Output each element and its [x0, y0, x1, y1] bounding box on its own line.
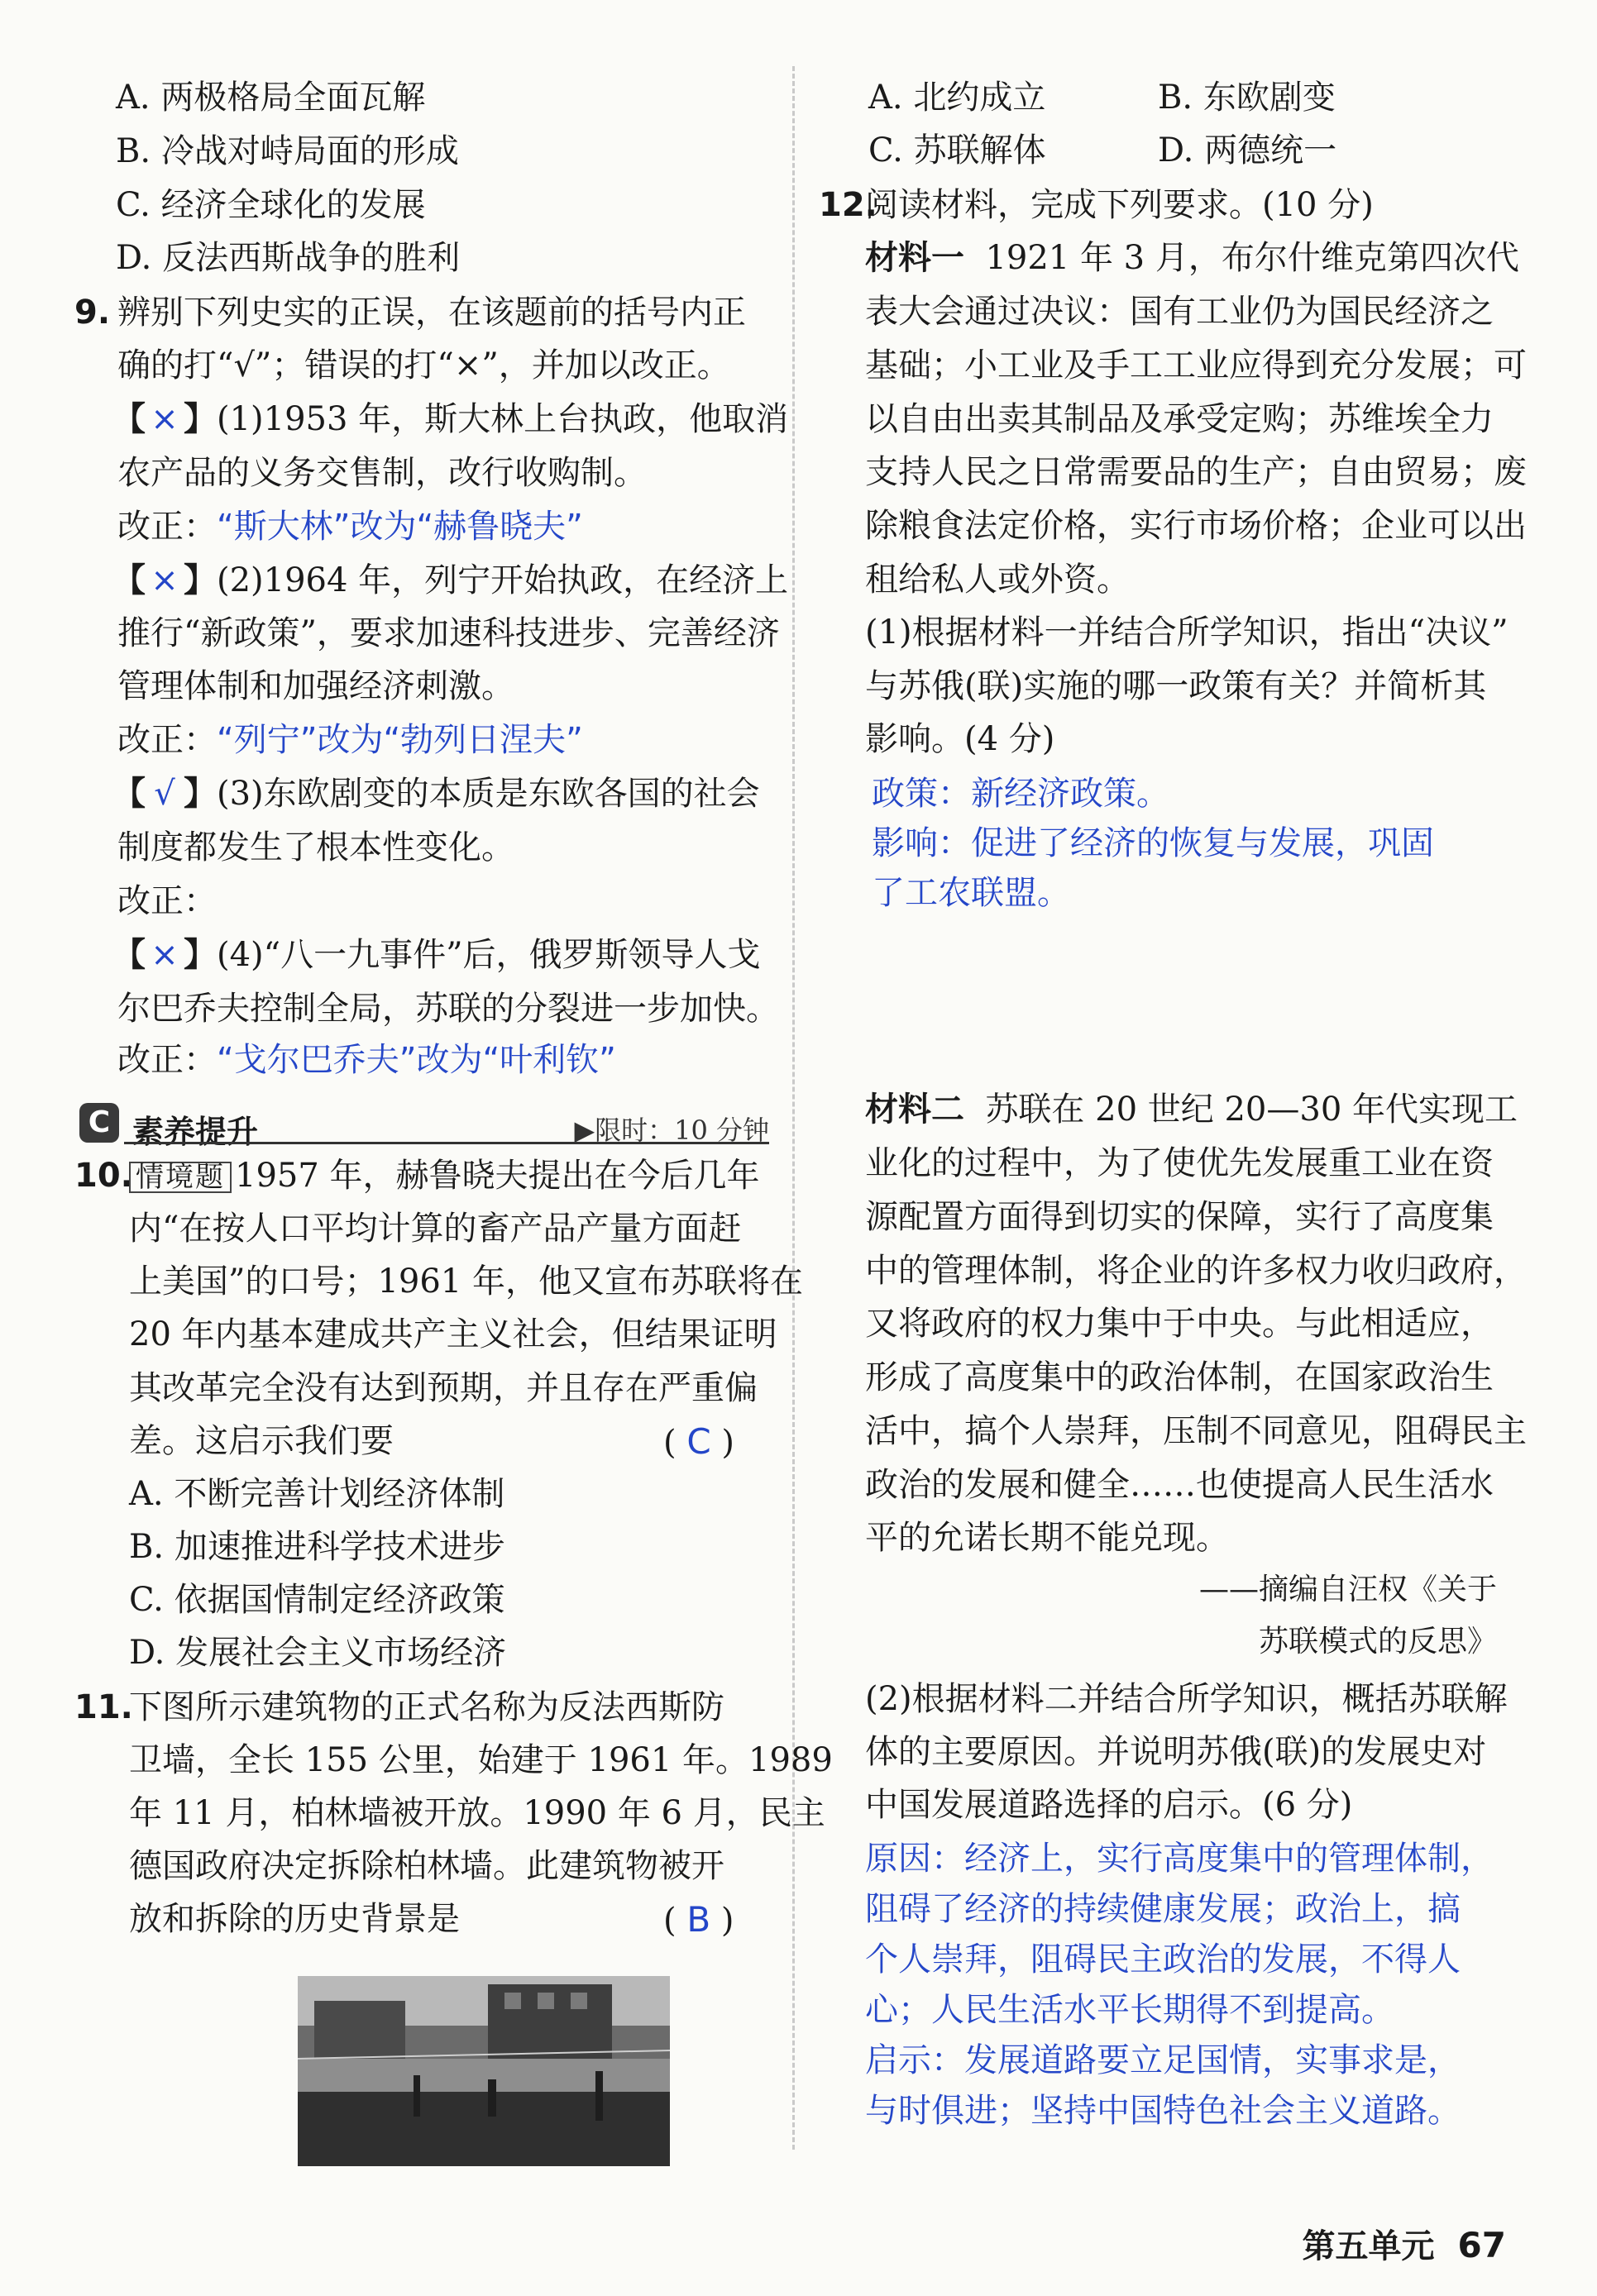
material2-line-1: 材料二 苏联在 20 世纪 20—30 年代实现工 [865, 1091, 1518, 1129]
material1-line: 除粮食法定价格，实行市场价格；企业可以出 [865, 507, 1527, 545]
sub1-line: (1)根据材料一并结合所学知识，指出“决议” [865, 613, 1509, 652]
material2-line: 又将政府的权力集中于中央。与此相适应， [865, 1305, 1494, 1343]
material1-line-1: 材料一 1921 年 3 月，布尔什维克第四次代 [865, 239, 1519, 277]
answer2-line: 启示：发展道路要立足国情，实事求是， [865, 2041, 1461, 2079]
material1-line: 租给私人或外资。 [865, 561, 1130, 599]
q12-stem: 阅读材料，完成下列要求。(10 分) [865, 186, 1374, 224]
q11-line: 放和拆除的历史背景是 [129, 1900, 460, 1938]
q11-number: 11. [74, 1688, 133, 1726]
sub2-line: (2)根据材料二并结合所学知识，概括苏联解 [865, 1680, 1508, 1718]
material2-line: 业化的过程中，为了使优先发展重工业在资 [865, 1144, 1494, 1182]
q9-number: 9. [74, 294, 111, 332]
berlin-wall-photo-graphic [298, 1976, 670, 2166]
q9-mark: × [151, 400, 179, 438]
q11-option-d: D. 两德统一 [1158, 131, 1337, 169]
q9-item-line: 尔巴乔夫控制全局，苏联的分裂进一步加快。 [117, 990, 779, 1028]
q11-line: 年 11 月，柏林墙被开放。1990 年 6 月，民主 [129, 1794, 825, 1832]
answer2-line: 阻碍了经济的持续健康发展；政治上，搞 [865, 1890, 1461, 1928]
material1-line: 支持人民之日常需要品的生产；自由贸易；废 [865, 453, 1527, 491]
q9-fix-1: 改正：“斯大林”改为“赫鲁晓夫” [117, 508, 583, 546]
q9-fix-4: 改正：“戈尔巴乔夫”改为“叶利钦” [117, 1041, 616, 1079]
q9-item-1: 【 × 】(1)1953 年，斯大林上台执政，他取消 [112, 400, 789, 438]
q10-option-c: C. 依据国情制定经济政策 [129, 1581, 505, 1619]
q9-item-line: 管理体制和加强经济刺激。 [117, 667, 514, 705]
handwritten-answer: “列宁”改为“勃列日涅夫” [217, 721, 583, 759]
q10-line: 内“在按人口平均计算的畜产品产量方面赶 [129, 1210, 742, 1248]
material1-label: 材料一 [865, 239, 964, 277]
material2-line: 活中，搞个人崇拜，压制不同意见，阻碍民主 [865, 1412, 1527, 1450]
page-number: 67 [1457, 2225, 1506, 2265]
section-rule [124, 1142, 769, 1144]
answer1-line: 了工农联盟。 [872, 874, 1070, 912]
sub1-line: 与苏俄(联)实施的哪一政策有关？并简析其 [865, 667, 1487, 705]
q11-option-a: A. 北约成立 [868, 79, 1046, 117]
material2-line: 中的管理体制，将企业的许多权力收归政府， [865, 1252, 1527, 1290]
q9-mark: √ [154, 775, 175, 813]
q9-item-2: 【 × 】(2)1964 年，列宁开始执政，在经济上 [112, 561, 789, 599]
answer2-line: 心；人民生活水平长期得不到提高。 [865, 1991, 1394, 2029]
q10-answer: C [686, 1421, 711, 1462]
material1-line: 表大会通过决议：国有工业仍为国民经济之 [865, 293, 1494, 331]
section-title: 素养提升 [132, 1114, 259, 1150]
q10-number: 10. [74, 1157, 133, 1195]
q10-option-d: D. 发展社会主义市场经济 [129, 1634, 507, 1672]
q11-line: 卫墙，全长 155 公里，始建于 1961 年。1989 [129, 1741, 833, 1779]
answer2-line: 个人崇拜，阻碍民主政治的发展，不得人 [865, 1940, 1461, 1979]
q10-line-1: 情境题 1957 年，赫鲁晓夫提出在今后几年 [129, 1159, 760, 1193]
sub2-line: 中国发展道路选择的启示。(6 分) [865, 1786, 1353, 1824]
material1-line: 基础；小工业及手工工业应得到充分发展；可 [865, 346, 1527, 384]
question-tag: 情境题 [129, 1162, 232, 1193]
material2-line: 政治的发展和健全……也使提高人民生活水 [865, 1466, 1494, 1504]
q9-stem-line: 辨别下列史实的正误，在该题前的括号内正 [117, 294, 746, 332]
q9-fix-3: 改正： [117, 882, 217, 920]
unit-label: 第五单元 [1302, 2227, 1435, 2265]
q9-mark: × [151, 936, 179, 974]
answer1-line: 影响：促进了经济的恢复与发展，巩固 [872, 824, 1434, 862]
section-timer: ▶限时：10 分钟 [574, 1115, 769, 1146]
q12-number: 12. [819, 186, 877, 224]
answer2-line: 与时俱进；坚持中国特色社会主义道路。 [865, 2092, 1461, 2130]
section-badge: C [79, 1103, 119, 1143]
q8-option-b: B. 冷战对峙局面的形成 [116, 132, 459, 170]
handwritten-answer: “戈尔巴乔夫”改为“叶利钦” [217, 1041, 616, 1079]
q9-item-line: 推行“新政策”，要求加速科技进步、完善经济 [117, 614, 780, 652]
q11-line: 下图所示建筑物的正式名称为反法西斯防 [129, 1688, 724, 1726]
answer1-line: 政策：新经济政策。 [872, 775, 1169, 813]
q10-line: 差。这启示我们要 [129, 1422, 394, 1460]
source-line: 苏联模式的反思》 [1258, 1625, 1497, 1659]
page-footer [1303, 2220, 1506, 2267]
column-divider [792, 66, 795, 2150]
q10-line: 上美国”的口号；1961 年，他又宣布苏联将在 [129, 1263, 803, 1301]
q9-item-4: 【 × 】(4)“八一九事件”后，俄罗斯领导人戈 [112, 936, 761, 974]
q10-line: 其改革完全没有达到预期，并且存在严重偏 [129, 1369, 758, 1407]
material2-label: 材料二 [865, 1091, 964, 1129]
q11-option-b: B. 东欧剧变 [1158, 79, 1336, 117]
material1-line: 以自由出卖其制品及承受定购；苏维埃全力 [865, 400, 1494, 438]
material2-line: 平的允诺长期不能兑现。 [865, 1519, 1229, 1557]
q11-answer: B [686, 1899, 711, 1940]
material2-line: 形成了高度集中的政治体制，在国家政治生 [865, 1358, 1494, 1396]
q10-answer-bracket: ( C ) [663, 1421, 734, 1462]
q9-item-3: 【 √ 】(3)东欧剧变的本质是东欧各国的社会 [112, 775, 760, 813]
handwritten-answer: “斯大林”改为“赫鲁晓夫” [217, 508, 583, 546]
sub2-line: 体的主要原因。并说明苏俄(联)的发展史对 [865, 1733, 1487, 1771]
q8-option-d: D. 反法西斯战争的胜利 [116, 239, 461, 277]
q9-fix-2: 改正：“列宁”改为“勃列日涅夫” [117, 721, 583, 759]
q10-option-a: A. 不断完善计划经济体制 [129, 1475, 505, 1513]
q9-item-line: 制度都发生了根本性变化。 [117, 828, 514, 866]
section-header [74, 1100, 769, 1150]
q8-option-c: C. 经济全球化的发展 [116, 186, 426, 224]
answer2-line: 原因：经济上，实行高度集中的管理体制， [865, 1840, 1494, 1878]
q9-mark: × [151, 561, 179, 599]
q11-option-c: C. 苏联解体 [868, 131, 1046, 169]
q10-option-b: B. 加速推进科学技术进步 [129, 1528, 505, 1566]
q11-answer-bracket: ( B ) [663, 1899, 734, 1940]
sub1-line: 影响。(4 分) [865, 720, 1055, 758]
q9-item-line: 农产品的义务交售制，改行收购制。 [117, 454, 647, 492]
q10-line: 20 年内基本建成共产主义社会，但结果证明 [129, 1315, 777, 1353]
q9-stem-line: 确的打“√”；错误的打“×”，并加以改正。 [117, 346, 730, 384]
source-line: ——摘编自汪权《关于 [1198, 1573, 1497, 1606]
berlin-wall-photo [298, 1976, 670, 2166]
q8-option-a: A. 两极格局全面瓦解 [116, 79, 426, 117]
q11-line: 德国政府决定拆除柏林墙。此建筑物被开 [129, 1847, 724, 1885]
material2-line: 源配置方面得到切实的保障，实行了高度集 [865, 1198, 1494, 1236]
